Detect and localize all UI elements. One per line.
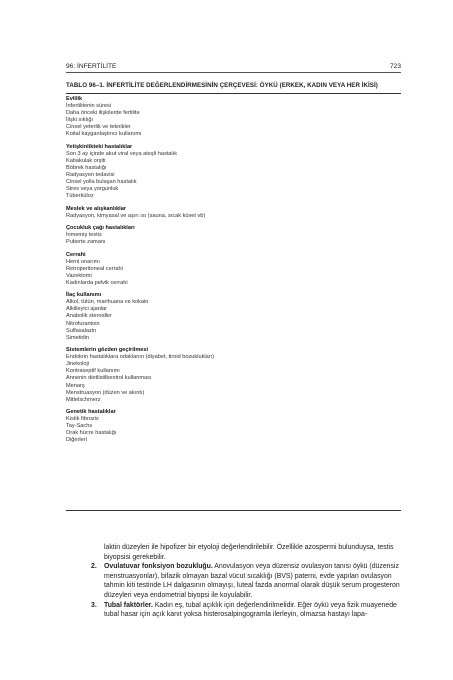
section-item: Nitrofurantoin: [66, 320, 100, 327]
section-title: Evlilik: [66, 96, 83, 102]
numbered-item-3: [91, 601, 401, 620]
table-body: [66, 96, 396, 450]
table-title: TABLO 96–1. İNFERTİLİTE DEĞERLENDİRMESİNİN ÇERÇEVESİ: ÖYKÜ (ERKEK, KADIN VEYA HER İKİSİ): [66, 82, 378, 89]
section-item: Kistik fibrozis: [66, 416, 99, 423]
section-item: Koital kayganlaştırıcı kullanımı: [66, 131, 142, 138]
table-section: [66, 144, 396, 201]
section-item: Annenin dietilstilbestrol kullanması: [66, 375, 152, 382]
continuation-paragraph: laktin düzeyleri ile hipofizer bir etyoloji değerlendirilebilir. Özellikle azospermi bulunduysa, testis biyopsisi gerekebilir.: [104, 544, 394, 561]
table-section: [66, 225, 396, 246]
section-item: Mittelschmerz: [66, 396, 101, 403]
section-item: Simetidin: [66, 334, 90, 341]
section-item: Endokrin hastalıklara odaklanın (diyabet, tiroid bozuklukları): [66, 354, 215, 361]
table-bottom-rule: [66, 510, 401, 511]
section-title: İlaç kullanımı: [66, 292, 102, 299]
item-title: Tubal faktörler.: [104, 601, 153, 609]
section-item: İnmemiş testis: [66, 232, 102, 239]
section-item: Tay-Sachs: [66, 423, 93, 430]
section-item: Kabakulak orşiti: [66, 157, 106, 164]
section-item: Jinekoloji: [66, 361, 90, 368]
body-text: [91, 543, 401, 620]
section-item: Radyasyon tedavisi: [66, 172, 115, 179]
section-item: Anabolik steroidler: [66, 313, 113, 320]
section-item: Kontraseptif kullanımı: [66, 368, 120, 375]
section-item: Puberte zamanı: [66, 239, 106, 246]
section-item: Böbrek hastalığı: [66, 165, 107, 172]
section-item: Daha önceki ilişkilerde fertilite: [66, 110, 140, 117]
item-text: Kadın eş, tubal açıklık için değerlendirilmelidir. Eğer öykü veya fizik muayenede tubal hasar için açık kanıt yoksa histerosalpingogramla ilerleyin, olmazsa hastayı lapa-: [104, 601, 397, 619]
section-title: Çocukluk çağı hastalıkları: [66, 225, 135, 232]
section-title: Cerrahi: [66, 251, 86, 258]
section-item: Son 3 ay içinde akut viral veya ateşli hastalık: [66, 150, 178, 157]
page-number: 723: [389, 63, 401, 70]
section-item: Tüberküloz: [66, 193, 94, 200]
section-item: İnfertilitenin süresi: [66, 103, 112, 110]
header-rule: [66, 72, 401, 73]
item-number: 2.: [91, 563, 97, 571]
section-item: Herni onarımı: [66, 258, 100, 265]
table-section: [66, 252, 396, 287]
section-item: Alkol, tütün, marihuana ve kokain: [66, 299, 149, 306]
section-item: Cinsel yolla bulaşan hastalık: [66, 179, 137, 186]
section-item: İlişki sıklığı: [66, 117, 94, 124]
table-section: [66, 292, 396, 342]
section-title: Yetişkinlikteki hastalıklar: [66, 143, 133, 150]
item-title: Ovulatuvar fonksiyon bozukluğu.: [104, 563, 213, 571]
section-item: Kadınlarda pelvik cerrahi: [66, 279, 128, 286]
section-title: Meslek ve alışkanlıklar: [66, 205, 127, 212]
section-item: Diğerleri: [66, 437, 87, 444]
section-item: Menstruasyon (düzen ve akıntı): [66, 389, 145, 396]
table-section: [66, 206, 396, 220]
numbered-item-2: [91, 562, 401, 600]
section-item: Orak hücre hastalığı: [66, 430, 117, 437]
section-item: Menarş: [66, 382, 85, 389]
chapter-title: 96: İNFERTİLİTE: [66, 63, 117, 70]
section-item: Cinsel yeterlik ve teknikler: [66, 124, 131, 131]
table-section: [66, 347, 396, 404]
item-number: 3.: [91, 601, 97, 609]
table-section: [66, 409, 396, 444]
section-title: Genetik hastalıklar: [66, 408, 116, 415]
item-text: Anovulasyon veya düzensiz ovulasyon tanısı öykü (düzensiz menstruasyonlar), bifazik olmayan bazal vücut sıcaklığı (BVS) paterni, evde yapılan ovulasyon tahmin kiti testinde LH dalgasının olmayışı, luteal fazda anormal olarak düşük serum progesteron düzeyleri veya endometrial biyopsi ile koyulabilir.: [104, 563, 400, 599]
section-item: Alkilleyici ajanlar: [66, 306, 108, 313]
section-item: Retroperitoneal cerrahi: [66, 265, 123, 272]
section-title: Sistemlerin gözden geçirilmesi: [66, 347, 149, 354]
section-item: Radyasyon, kimyasal ve aşırı ısı (sauna, sıcak küvet vb): [66, 212, 206, 219]
section-item: Sulfasalazin: [66, 327, 97, 334]
table-section: [66, 96, 396, 139]
table-title-rule: [66, 93, 401, 94]
section-item: Vazektomi: [66, 272, 92, 279]
section-item: Stres veya yorgunluk: [66, 186, 119, 193]
